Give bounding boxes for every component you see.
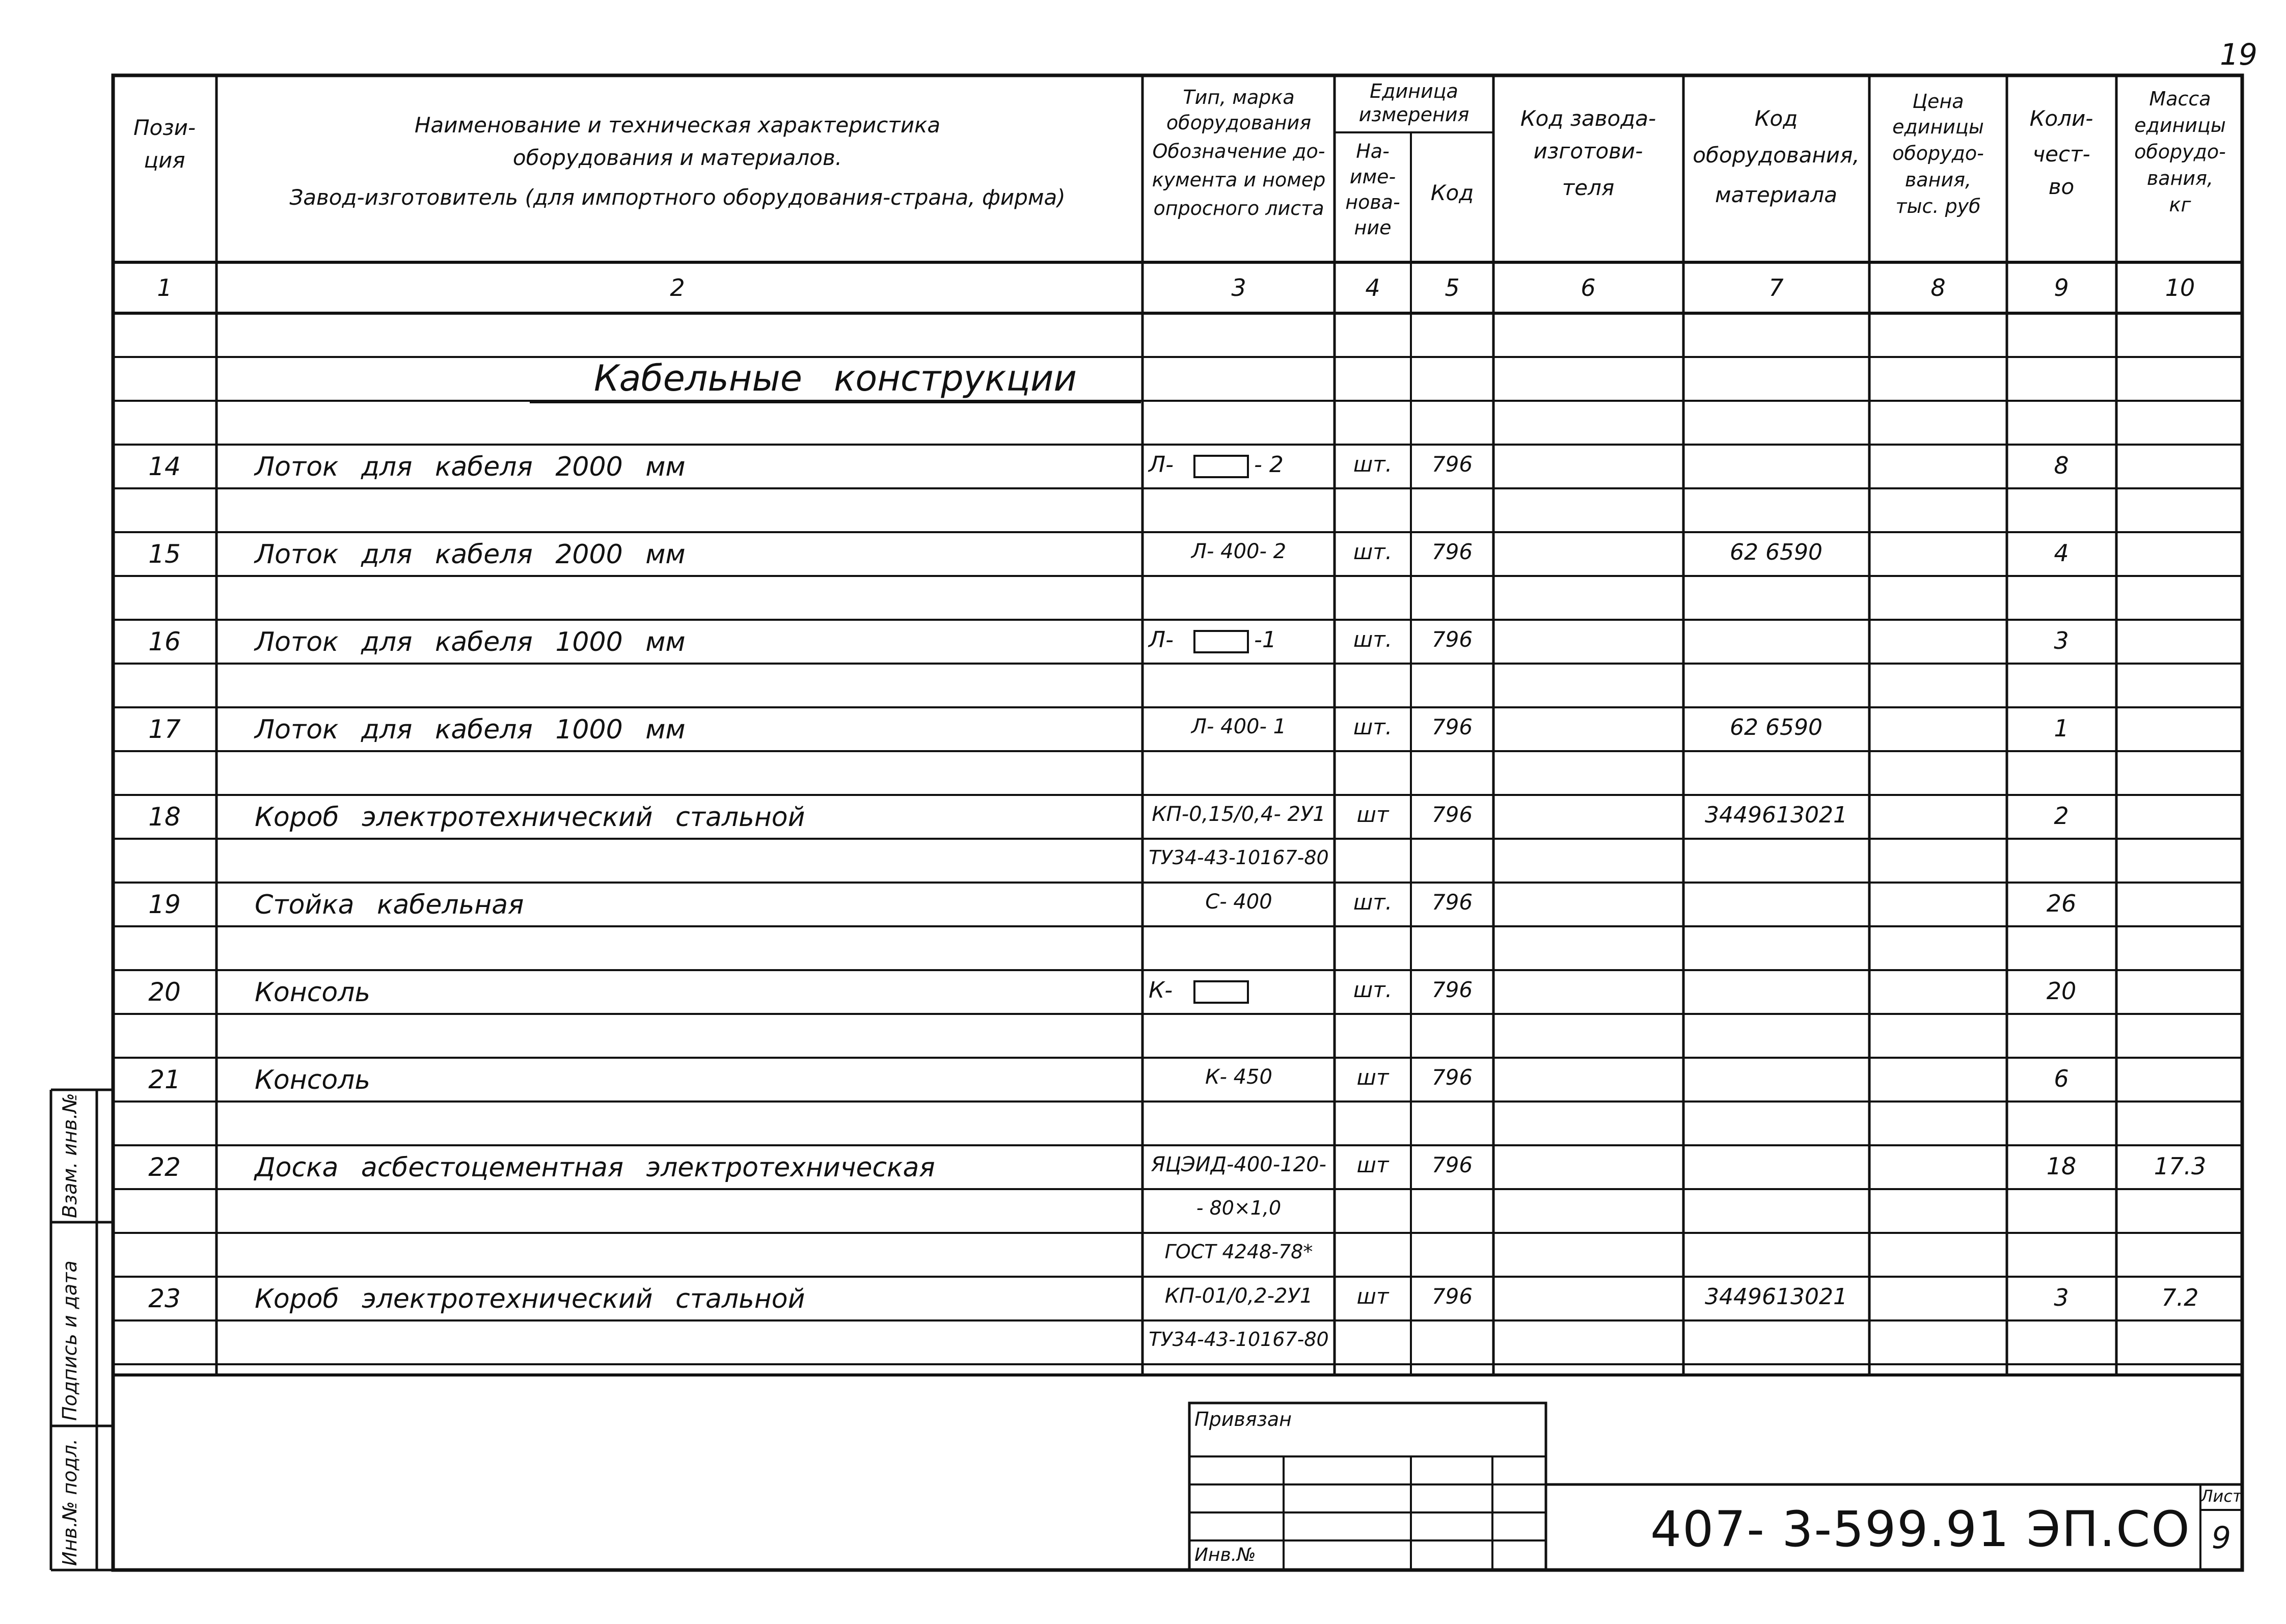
row-quantity: 3 — [2054, 627, 2069, 654]
row-type: ЯЦЭИД-400-120- — [1151, 1153, 1326, 1176]
column-number: 8 — [1930, 274, 1946, 301]
row-type: КП-0,15/0,4- 2У1 — [1152, 803, 1326, 826]
column-number: 3 — [1231, 274, 1246, 301]
row-unit: шт. — [1353, 977, 1393, 1002]
row-unit-code: 796 — [1431, 1065, 1473, 1090]
row-type-prefix: Л- — [1149, 452, 1174, 478]
row-name: Стойка кабельная — [255, 890, 524, 920]
header-unit-group: Единица измерения — [1358, 80, 1469, 126]
column-number: 2 — [670, 274, 685, 301]
row-material-code: 3449613021 — [1705, 802, 1847, 828]
header-col5: Код — [1430, 180, 1474, 205]
row-quantity: 1 — [2054, 714, 2069, 742]
row-name: Лоток для кабеля 1000 мм — [255, 714, 686, 745]
row-name: Консоль — [255, 1065, 371, 1095]
row-name: Короб электротехнический стальной — [255, 802, 805, 833]
row-quantity: 3 — [2054, 1284, 2069, 1311]
row-name: Консоль — [255, 977, 371, 1008]
stamp-privyazan: Привязан — [1194, 1408, 1292, 1430]
side-label-signature-date: Подпись и дата — [59, 1260, 81, 1421]
row-name: Доска асбестоцементная электротехническая — [255, 1152, 935, 1183]
row-quantity: 2 — [2054, 802, 2069, 830]
row-type: КП-01/0,2-2У1 — [1164, 1284, 1313, 1308]
type-placeholder-box — [1194, 631, 1248, 652]
row-name: Лоток для кабеля 1000 мм — [255, 627, 686, 657]
row-quantity: 18 — [2046, 1152, 2077, 1180]
row-type: Л- 400- 2 — [1191, 540, 1287, 563]
row-unit-code: 796 — [1431, 890, 1473, 915]
row-material-code: 62 6590 — [1730, 539, 1822, 565]
stamp-inv: Инв.№ — [1194, 1545, 1256, 1565]
row-unit: шт — [1356, 802, 1389, 827]
row-type-line2: ТУ34-43-10167-80 — [1149, 1328, 1329, 1351]
row-unit-code: 796 — [1431, 627, 1473, 652]
column-number: 7 — [1768, 274, 1784, 301]
header-col1: Пози- ция — [133, 115, 196, 173]
row-type-prefix: Л- — [1149, 627, 1174, 653]
row-position: 23 — [148, 1284, 181, 1313]
row-type: Л- 400- 1 — [1191, 715, 1287, 738]
column-number: 9 — [2054, 274, 2069, 301]
row-unit-code: 796 — [1431, 802, 1473, 827]
row-material-code: 62 6590 — [1730, 714, 1822, 740]
row-unit-code: 796 — [1431, 714, 1473, 739]
header-col2: Наименование и техническая характеристика оборудования и материалов. Завод-изготовитель (для импортного оборудования-страна, фирма) — [289, 113, 1066, 210]
row-name: Лоток для кабеля 2000 мм — [255, 452, 686, 482]
header-col3: Тип, марка оборудования Обозначение до- кумента и номер опросного листа — [1152, 86, 1326, 219]
document-code: 407- 3-599.91 ЭП.СО — [1650, 1501, 2191, 1558]
page-number: 19 — [2220, 37, 2257, 72]
row-unit: шт — [1356, 1284, 1389, 1309]
row-unit-code: 796 — [1431, 977, 1473, 1002]
type-placeholder-box — [1194, 981, 1248, 1003]
row-position: 15 — [148, 539, 181, 569]
row-mass: 7.2 — [2161, 1284, 2199, 1311]
row-quantity: 4 — [2054, 539, 2069, 567]
row-type-suffix: - 2 — [1254, 452, 1284, 478]
row-position: 19 — [148, 890, 181, 919]
row-position: 16 — [148, 627, 181, 656]
row-type-line2: ТУ34-43-10167-80 — [1149, 846, 1329, 869]
row-position: 22 — [148, 1152, 181, 1182]
row-position: 17 — [148, 714, 181, 744]
row-name: Короб электротехнический стальной — [255, 1284, 805, 1314]
column-number: 6 — [1581, 274, 1596, 301]
header-col4: На- име- нова- ние — [1345, 140, 1400, 239]
header-col6: Код завода- изготови- теля — [1520, 106, 1656, 200]
row-unit: шт. — [1353, 627, 1393, 652]
side-label-inv-podl: Инв.№ подл. — [59, 1438, 81, 1566]
row-unit-code: 796 — [1431, 1284, 1473, 1309]
header-col8: Цена единицы оборудо- вания, тыс. руб — [1892, 90, 1984, 217]
row-unit: шт. — [1353, 890, 1393, 915]
type-placeholder-box — [1194, 456, 1248, 477]
column-number: 10 — [2165, 274, 2195, 301]
row-unit: шт. — [1353, 714, 1393, 739]
row-quantity: 26 — [2046, 890, 2077, 917]
row-unit-code: 796 — [1431, 539, 1473, 564]
row-name: Лоток для кабеля 2000 мм — [255, 539, 686, 570]
section-title: Кабельные конструкции — [593, 357, 1077, 399]
column-number: 5 — [1445, 274, 1460, 301]
row-position: 20 — [148, 977, 181, 1007]
row-unit: шт — [1356, 1065, 1389, 1090]
row-type-suffix: -1 — [1254, 627, 1276, 653]
column-number: 4 — [1365, 274, 1380, 301]
header-col9: Коли- чест- во — [2029, 106, 2093, 199]
row-type-line2: - 80×1,0 — [1196, 1197, 1282, 1219]
row-position: 21 — [148, 1065, 181, 1094]
side-label-vzam-inv: Взам. инв.№ — [59, 1093, 81, 1218]
row-material-code: 3449613021 — [1705, 1284, 1847, 1310]
row-unit-code: 796 — [1431, 1152, 1473, 1177]
row-quantity: 8 — [2054, 452, 2069, 479]
sheet-label: Лист — [2200, 1487, 2242, 1506]
column-number: 1 — [157, 274, 172, 301]
row-mass: 17.3 — [2154, 1152, 2207, 1180]
row-position: 14 — [148, 452, 181, 481]
sheet-number: 9 — [2211, 1520, 2231, 1556]
row-type: К- 450 — [1205, 1065, 1272, 1089]
row-position: 18 — [148, 802, 181, 832]
row-type: С- 400 — [1205, 890, 1272, 914]
row-quantity: 6 — [2054, 1065, 2069, 1092]
row-type-prefix: К- — [1149, 977, 1173, 1003]
row-unit: шт. — [1353, 452, 1393, 477]
row-unit-code: 796 — [1431, 452, 1473, 477]
header-col10: Масса единицы оборудо- вания, кг — [2134, 88, 2226, 216]
row-type-line3: ГОСТ 4248-78* — [1164, 1241, 1313, 1263]
header-col7: Код оборудования, материала — [1693, 106, 1860, 207]
row-unit: шт. — [1353, 539, 1393, 564]
row-unit: шт — [1356, 1152, 1389, 1177]
row-quantity: 20 — [2046, 977, 2077, 1005]
